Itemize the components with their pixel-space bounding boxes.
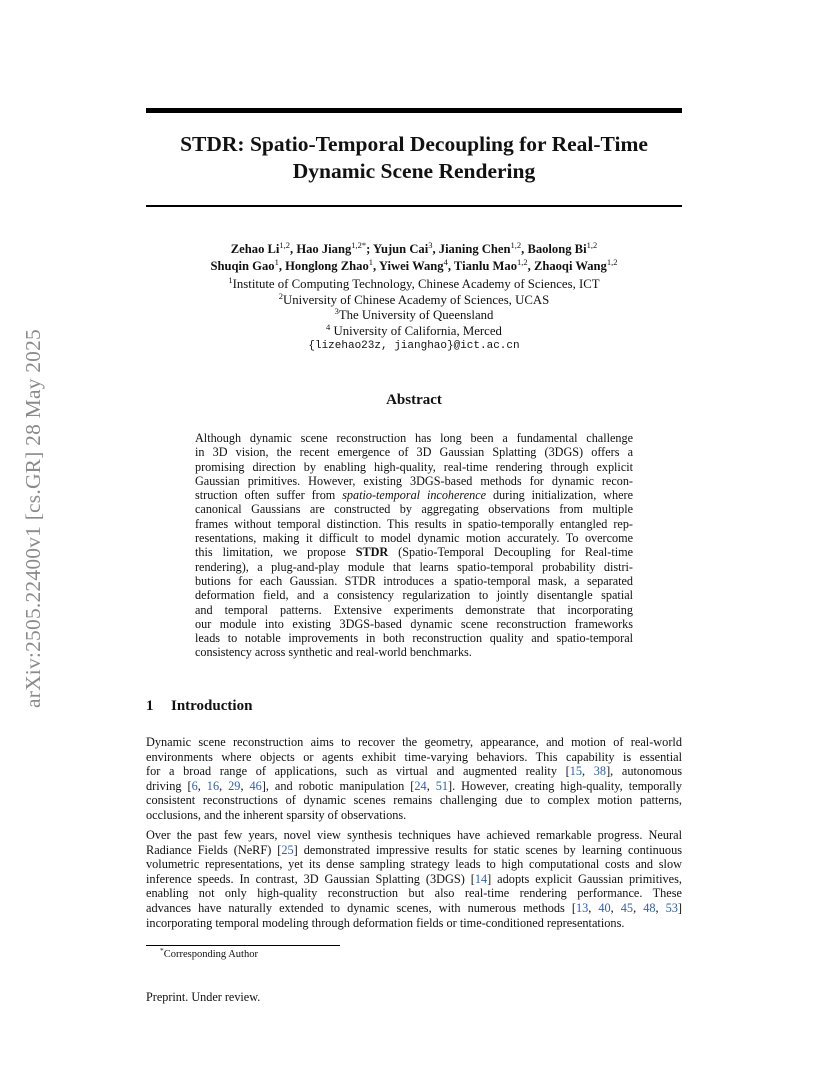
- paragraph-line: volumetric representations, yet its dense sampling strategy leads to high computational costs and slow: [146, 857, 682, 872]
- author-affiliation-mark: 3: [428, 240, 433, 250]
- section-heading: [146, 698, 252, 715]
- abstract-line: leads to notable improvements in both reconstruction quality and spatio-temporal: [195, 631, 633, 646]
- author: [534, 259, 618, 273]
- author: Yiwei Wang$^4$,: [378, 257, 454, 273]
- paper-title: [146, 131, 682, 185]
- abstract-line: Although dynamic scene reconstruction has long been a fundamental challenge: [195, 431, 633, 445]
- abstract-line: promising direction by enabling high-quality, real-time rendering through explicit: [195, 459, 633, 474]
- author-name: Shuqin Gao: [210, 259, 275, 273]
- footnote-mark: *: [160, 946, 164, 955]
- abstract-body: [195, 431, 633, 660]
- author-name: Yujun Cai: [373, 242, 429, 256]
- author: Shuqin Gao$^1$,: [210, 257, 286, 273]
- arxiv-identifier: arXiv:2505.22400v1 [cs.GR] 28 May 2025: [21, 328, 46, 708]
- section-title: Introduction: [171, 698, 253, 714]
- author-name: Zehao Li: [230, 242, 280, 256]
- abstract-line: rendering), a plug-and-play module that learns spatio-temporal probability distri-: [195, 559, 633, 574]
- abstract-line: Gaussian primitives. However, existing 3DGS-based methods for dynamic recon-: [195, 473, 633, 488]
- paragraph-line: Dynamic scene reconstruction aims to recover the geometry, appearance, and motion of real-world: [146, 735, 682, 749]
- abstract-line: canonical Gaussians are constructed by aggregating observations from multiple: [195, 502, 633, 517]
- citation-link[interactable]: 16: [206, 778, 220, 793]
- author-name: Yiwei Wang: [378, 259, 444, 273]
- citation-link[interactable]: 24: [414, 778, 427, 793]
- title-rule-bottom: [146, 205, 682, 207]
- author-affiliation-mark: 1: [368, 257, 373, 267]
- author-name: Tianlu Mao: [453, 259, 518, 273]
- paragraph-line: consistent reconstructions of dynamic scenes remains challenging due to complex motion patterns,: [146, 793, 682, 808]
- affiliation-mark: 4: [326, 321, 331, 332]
- arxiv-sidebar: [14, 268, 54, 768]
- abstract-line: resentations, making it difficult to model dynamic motion accurately. To overcome: [195, 531, 633, 546]
- author-list: [146, 241, 682, 275]
- author: [527, 242, 597, 256]
- citation-link[interactable]: 40: [598, 900, 611, 915]
- author: Tianlu Mao$^{1,2}$,: [453, 257, 534, 273]
- citation-link[interactable]: 14: [474, 871, 488, 886]
- title-rule-top: [146, 108, 682, 113]
- abstract-line: and temporal patterns. Extensive experiments demonstrate that incorporating: [195, 602, 633, 617]
- intro-paragraph-1: [146, 735, 682, 823]
- contact-email: {lizehao23z, jianghao}@ict.ac.cn: [308, 340, 520, 352]
- affiliation: [146, 290, 682, 309]
- affiliation-text: Institute of Computing Technology, Chinese Academy of Sciences, ICT: [232, 277, 600, 291]
- paragraph-line: driving [6, 16, 29, 46], and robotic manipulation [24, 51]. However, creating high-quality, temporally: [146, 778, 682, 793]
- abstract-line: butions for each Gaussian. STDR introduces a spatio-temporal mask, a separated: [195, 573, 633, 588]
- affiliation-mark: 2: [278, 290, 284, 301]
- bold-term: STDR: [355, 545, 389, 560]
- author-name: Baolong Bi: [527, 242, 587, 256]
- affiliation-list: [146, 277, 682, 339]
- abstract-line: in 3D vision, the recent emergence of 3D Gaussian Splatting (3DGS) offers a: [195, 445, 633, 460]
- abstract-heading: Abstract: [386, 392, 442, 408]
- author-affiliation-mark: 4: [443, 257, 448, 267]
- paragraph-line: advances have naturally extended to dynamic scenes, with numerous methods [13, 40, 45, 48, 53]: [146, 900, 683, 915]
- abstract-line: our module into existing 3DGS-based dynamic scene reconstruction frameworks: [195, 616, 633, 631]
- paragraph-line: occlusions, and the inherent sparsity of observations.: [146, 807, 407, 822]
- author-name: Honglong Zhao: [285, 259, 369, 273]
- citation-link[interactable]: 13: [575, 900, 589, 915]
- author: Zehao Li$^{1,2}$,: [230, 240, 297, 256]
- citation-link[interactable]: 46: [249, 778, 262, 793]
- author: Yujun Cai$^3$,: [373, 240, 439, 256]
- paragraph-line: for a broad range of applications, such as virtual and augmented reality [15, 38], autonomous: [146, 764, 682, 779]
- intro-paragraph-2: [146, 828, 682, 930]
- citation-link[interactable]: 53: [665, 900, 678, 915]
- author-affiliation-mark: 1,2: [279, 240, 291, 250]
- citation-link[interactable]: 25: [281, 842, 294, 857]
- author-name: Zhaoqi Wang: [533, 259, 607, 273]
- author-affiliation-mark: 1,2: [586, 240, 598, 250]
- abstract-line: frames without temporal distinction. This results in spatio-temporally entangled rep-: [195, 516, 633, 531]
- affiliation-text: University of California, Merced: [330, 323, 502, 338]
- paragraph-line: incorporating temporal modeling through deformation fields or time-conditioned representations.: [146, 915, 625, 930]
- author: Honglong Zhao$^1$,: [285, 257, 379, 273]
- affiliation-mark: 3: [334, 306, 339, 316]
- footnote: [160, 946, 258, 960]
- author: Jianing Chen$^{1,2}$,: [438, 240, 528, 256]
- author-affiliation-mark: 1,2: [517, 257, 528, 267]
- author-line-2: [146, 258, 682, 275]
- affiliation-text: University of Chinese Academy of Sciences, UCAS: [283, 292, 550, 307]
- affiliation: [146, 308, 682, 324]
- author: Hao Jiang$^{1,2*}$;: [296, 240, 374, 256]
- citation-link[interactable]: 48: [643, 900, 656, 915]
- section-number: 1: [146, 698, 154, 714]
- author-affiliation-mark: 1,2: [510, 240, 522, 250]
- citation-link[interactable]: 51: [435, 778, 449, 793]
- emphasis: spatio-temporal incoherence: [342, 488, 487, 503]
- citation-link[interactable]: 38: [593, 764, 607, 779]
- abstract-line: consistency across synthetic and real-world benchmarks.: [195, 645, 472, 660]
- author-affiliation-mark: 1,2*: [351, 240, 367, 250]
- affiliation-mark: 1: [228, 275, 233, 285]
- paragraph-line: Radiance Fields (NeRF) [25] demonstrated impressive results for static scenes by learning continuous: [146, 842, 683, 857]
- author-line-1: [146, 241, 682, 258]
- author-name: Jianing Chen: [438, 242, 511, 256]
- citation-link[interactable]: 45: [620, 900, 634, 915]
- footnote-rule: [146, 945, 340, 946]
- abstract-line: deformation field, and a consistency regularization to jointly disentangle spatial: [195, 588, 633, 603]
- title-line-2: Dynamic Scene Rendering: [292, 159, 536, 183]
- citation-link[interactable]: 15: [569, 764, 583, 779]
- citation-link[interactable]: 6: [191, 778, 198, 793]
- paragraph-line: inference speeds. In contrast, 3D Gaussian Splatting (3DGS) [14] adopts explicit Gaussian primitives,: [146, 871, 682, 886]
- abstract-line: this limitation, we propose STDR (Spatio-Temporal Decoupling for Real-time: [195, 545, 633, 560]
- author-affiliation-mark: 1: [274, 257, 279, 267]
- affiliation-text: The University of Queensland: [338, 308, 494, 322]
- citation-link[interactable]: 29: [228, 778, 241, 793]
- preprint-notice: Preprint. Under review.: [146, 990, 261, 1004]
- paragraph-line: environments where objects or agents exhibit time-varying behaviors. This capability is essential: [146, 749, 682, 764]
- affiliation: [146, 277, 682, 293]
- footnote-text: Corresponding Author: [163, 949, 258, 960]
- abstract-line: struction often suffer from spatio-temporal incoherence during initialization, where: [195, 488, 633, 503]
- title-line-1: STDR: Spatio-Temporal Decoupling for Real-Time: [180, 132, 648, 156]
- author-name: Hao Jiang: [296, 242, 352, 256]
- affiliation: [146, 321, 682, 340]
- paragraph-line: Over the past few years, novel view synthesis techniques have achieved remarkable progress. Neural: [146, 828, 682, 842]
- paragraph-line: enabling not only high-quality reconstruction but also real-time rendering performance. These: [146, 886, 682, 901]
- author-affiliation-mark: 1,2: [606, 257, 618, 267]
